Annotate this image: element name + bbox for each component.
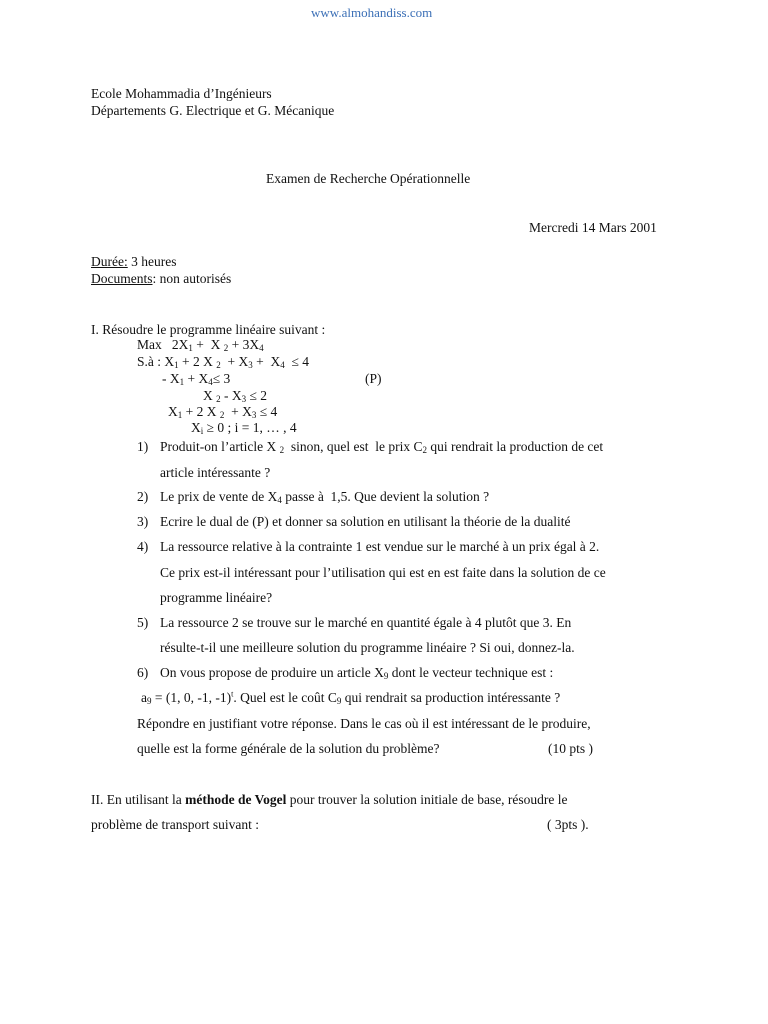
part2-points: ( 3pts ). [547, 817, 589, 832]
documents-value: : non autorisés [152, 271, 232, 286]
school-departments: Départements G. Electrique et G. Mécanique [91, 103, 335, 118]
question-6-line-2: $a_9 = (1$, 0, -1, -1)$^t$. Quel est le coût $C_9$ qui rendrait sa production intéressante ? [141, 689, 561, 706]
question-2-line-1: Le prix de vente de $X_4$ passe à 1,5. Que devient la solution ? [160, 489, 490, 505]
question-1-line-2: article intéressante ? [160, 465, 271, 480]
question-6-number: 6) [137, 665, 149, 680]
constraint-2: - $X_1 + X_4\le 3$ [162, 371, 231, 387]
documents-label: Documents [91, 271, 153, 286]
constraint-1: S.à : $X_1 + 2$ X $_2 + X_3 + X_4 \le 4$ [137, 354, 310, 370]
constraint-5: $X_i \ge 0$ ; i = 1, … , 4 [191, 420, 297, 436]
school-name: Ecole Mohammadia d’Ingénieurs [91, 86, 272, 101]
question-4-line-1: La ressource relative à la contrainte 1 est vendue sur le marché à un prix égal à 2. [160, 539, 600, 554]
question-4-number: 4) [137, 539, 149, 554]
part1-points: (10 pts ) [548, 741, 593, 756]
part2-line-1 [91, 792, 568, 808]
question-4-line-2: Ce prix est-il intéressant pour l’utilisation qui est en est faite dans la solution de ce [160, 565, 606, 580]
question-5-number: 5) [137, 615, 149, 630]
duration-value: 3 heures [127, 254, 177, 269]
constraint-4: $X_1 + 2$ X $_2 + X_3 \le 4$ [168, 404, 278, 420]
exam-title: Examen de Recherche Opérationnelle [266, 171, 471, 186]
part2-prefix: II. En utilisant la [91, 792, 186, 807]
part2-suffix: pour trouver la solution initiale de base, résoudre le [286, 792, 568, 807]
vogel-method: méthode de Vogel [185, 792, 287, 807]
objective-function: Max $2X_1 + X$ $_2 + 3X_4$ [137, 337, 264, 353]
question-6-line-1: On vous propose de produire un article $X_9$ dont le vecteur technique est : [160, 665, 554, 681]
header-url[interactable]: www.almohandiss.com [311, 5, 433, 20]
question-3-number: 3) [137, 514, 149, 529]
question-3-line-1: Ecrire le dual de (P) et donner sa solution en utilisant la théorie de la dualité [160, 514, 571, 529]
question-6-line-3: Répondre en justifiant votre réponse. Dans le cas où il est intéressant de le produire, [137, 716, 591, 731]
question-4-line-3: programme linéaire? [160, 590, 273, 605]
part2-line-2: problème de transport suivant : [91, 817, 259, 832]
duration-line [91, 254, 176, 270]
exam-date: Mercredi 14 Mars 2001 [529, 220, 657, 235]
question-5-line-1: La ressource 2 se trouve sur le marché en quantité égale à 4 plutôt que 3. En [160, 615, 572, 630]
documents-line [91, 271, 231, 287]
question-5-line-2: résulte-t-il une meilleure solution du programme linéaire ? Si oui, donnez-la. [160, 640, 575, 655]
question-1-line-1: Produit-on l’article X $_2$ sinon, quel est le prix $C_2$ qui rendrait la production de cet [160, 439, 604, 455]
part1-intro: I. Résoudre le programme linéaire suivant : [91, 322, 326, 337]
duration-label: Durée: [91, 254, 128, 269]
problem-label: (P) [365, 371, 382, 386]
constraint-3: X $_2 - X_3 \le 2$ [203, 388, 268, 404]
question-2-number: 2) [137, 489, 149, 504]
question-6-line-4: quelle est la forme générale de la solution du problème? [137, 741, 440, 756]
question-1-number: 1) [137, 439, 149, 454]
